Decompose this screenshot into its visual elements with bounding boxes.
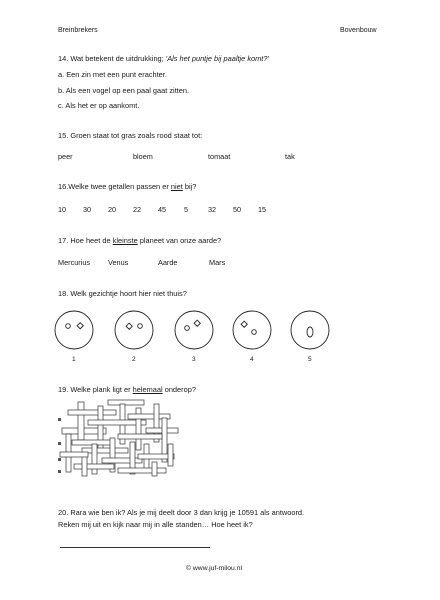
- q16-number: 32: [208, 205, 217, 214]
- face-label: 3: [192, 356, 196, 363]
- q20-line1: 20. Rara wie ben ik? Als je mij deelt door 3 dan krijg je 10591 als antwoord.: [58, 508, 305, 517]
- q20-line2: Reken mij uit en kijk naar mij in alle standen… Hoe heet ik?: [58, 520, 253, 529]
- q16-prefix: 16.Welke twee getallen passen er: [58, 182, 169, 191]
- footer-copyright: © www.juf-milou.nl: [186, 565, 242, 572]
- q16-number: 45: [158, 205, 167, 214]
- q19-question: [58, 385, 196, 394]
- q14-option-c: c. Als het er op aankomt.: [58, 101, 140, 110]
- faces-illustration: [52, 308, 352, 370]
- q19-prefix: 19. Welke plank ligt er: [58, 385, 131, 394]
- q15-option: bloem: [133, 152, 153, 161]
- q16-number: 30: [83, 205, 92, 214]
- face-label: 1: [72, 356, 76, 363]
- q15-option: tomaat: [208, 152, 231, 161]
- q16-number: 50: [233, 205, 242, 214]
- q16-question: [58, 182, 196, 191]
- q16-suffix: bij?: [184, 182, 197, 191]
- face-5-icon: [291, 311, 329, 349]
- q15-option: tak: [285, 152, 295, 161]
- face-4-icon: [233, 311, 271, 349]
- answer-line[interactable]: [60, 547, 210, 548]
- q17-suffix: planeet van onze aarde?: [139, 236, 222, 245]
- face-1-icon: [55, 311, 93, 349]
- q19-suffix: onderop?: [164, 385, 196, 394]
- face-3-icon: [175, 311, 213, 349]
- q16-number: 20: [108, 205, 117, 214]
- face-label: 5: [308, 356, 312, 363]
- q16-number: 15: [258, 205, 267, 214]
- q19-emph: helemaal: [132, 385, 163, 394]
- q18-question: 18. Welk gezichtje hoort hier niet thuis?: [58, 289, 187, 298]
- q17-option: Aarde: [158, 258, 178, 267]
- q16-number: 22: [133, 205, 142, 214]
- q16-number: 10: [58, 205, 67, 214]
- planks-illustration: [58, 398, 183, 478]
- q17-prefix: 17. Hoe heet de: [58, 236, 111, 245]
- face-label: 2: [132, 356, 136, 363]
- q17-emph: kleinste: [112, 236, 138, 245]
- q17-option: Venus: [108, 258, 129, 267]
- q15-question: 15. Groen staat tot gras zoals rood staat tot:: [58, 131, 203, 140]
- q14-option-a: a. Een zin met een punt erachter.: [58, 70, 167, 79]
- faces-svg: [52, 308, 352, 354]
- q14-text: 14. Wat betekent de uitdrukking;: [58, 54, 164, 63]
- q14-option-b: b. Als een vogel op een paal gaat zitten.: [58, 86, 190, 95]
- header-left: Breinbrekers: [58, 27, 98, 34]
- planks-pile-icon: [58, 398, 183, 478]
- header-right: Bovenbouw: [340, 27, 377, 34]
- q16-emph: niet: [170, 182, 183, 191]
- q17-option: Mars: [209, 258, 226, 267]
- q14-quote: 'Als het puntje bij paaltje komt?': [165, 54, 269, 63]
- q15-option: peer: [58, 152, 73, 161]
- face-label: 4: [250, 356, 254, 363]
- q17-option: Mercurius: [58, 258, 91, 267]
- q16-number: 5: [184, 205, 189, 214]
- q17-question: [58, 236, 221, 245]
- face-2-icon: [115, 311, 153, 349]
- q14-question: [58, 54, 269, 63]
